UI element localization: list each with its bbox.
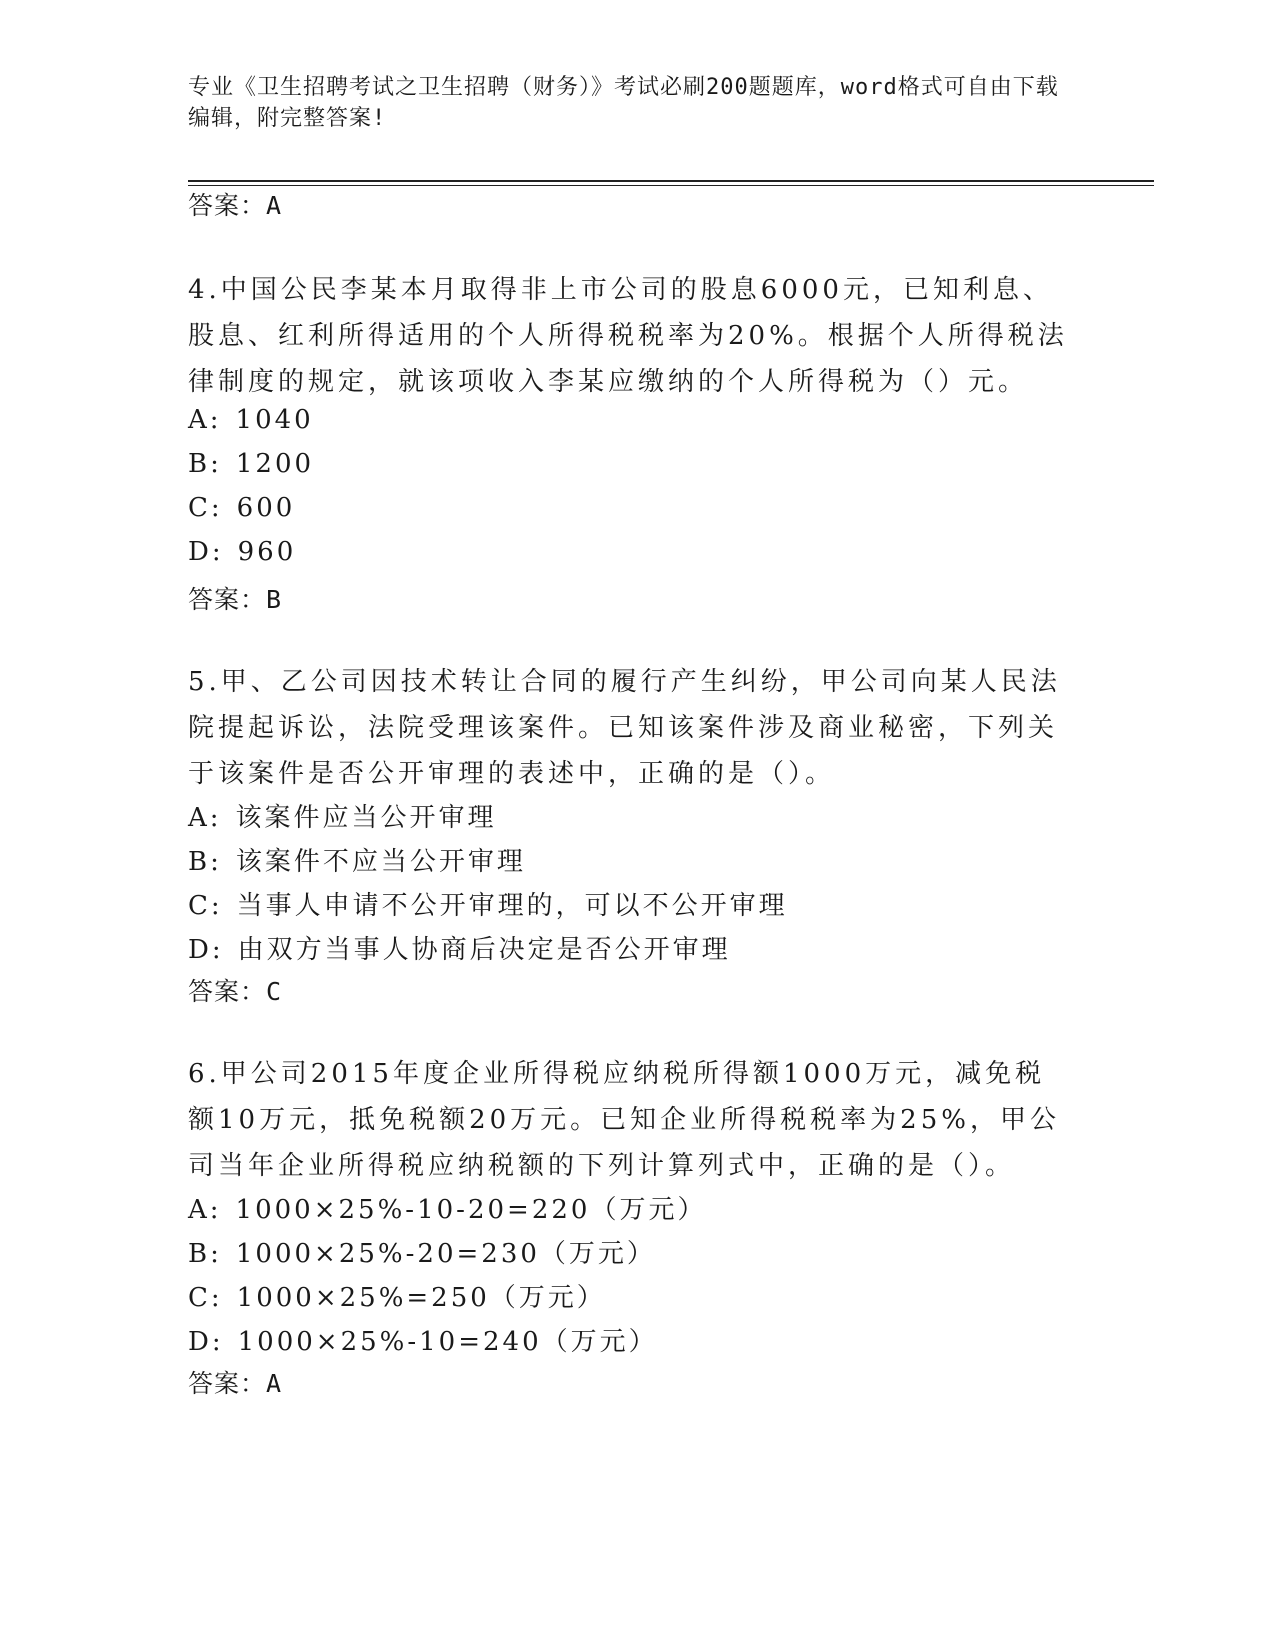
option-text: 由双方当事人协商后决定是否公开审理 <box>237 935 731 965</box>
question-4-option-d <box>188 537 296 567</box>
header-divider-thin <box>188 185 1154 186</box>
option-text: 1000×25%-10-20=220（万元） <box>235 1195 707 1225</box>
option-letter: D: <box>188 1327 224 1357</box>
question-6-answer: 答案：A <box>188 1369 283 1398</box>
document-header: 专业《卫生招聘考试之卫生招聘（财务）》考试必刷200题题库，word格式可自由下载编辑，附完整答案! <box>188 75 1059 131</box>
option-text: 该案件不应当公开审理 <box>235 847 526 877</box>
question-4: 4.中国公民李某本月取得非上市公司的股息6000元，已知利息、股息、红利所得适用的个人所得税税率为20%。根据个人所得税法律制度的规定，就该项收入李某应缴纳的个人所得税为（）元。 <box>188 275 1068 397</box>
option-letter: A: <box>188 1195 222 1225</box>
option-letter: B: <box>188 449 222 479</box>
option-letter: B: <box>188 847 222 877</box>
question-5-option-d <box>188 929 731 966</box>
question-4-option-b <box>188 449 314 479</box>
question-5: 5.甲、乙公司因技术转让合同的履行产生纠纷，甲公司向某人民法院提起诉讼，法院受理该案件。已知该案件涉及商业秘密，下列关于该案件是否公开审理的表述中，正确的是（）。 <box>188 667 1061 789</box>
question-6-option-d <box>188 1321 658 1358</box>
question-5-option-b <box>188 841 526 878</box>
question-6-option-c <box>188 1277 606 1314</box>
question-4-option-c <box>188 493 295 523</box>
option-text: 该案件应当公开审理 <box>235 803 497 833</box>
question-4-answer: 答案：B <box>188 585 283 614</box>
option-letter: C: <box>188 891 223 921</box>
question-6: 6.甲公司2015年度企业所得税应纳税所得额1000万元，减免税额10万元，抵免税额20万元。已知企业所得税税率为25%，甲公司当年企业所得税应纳税额的下列计算列式中，正确的是（）。 <box>188 1059 1060 1181</box>
question-5-option-a <box>188 797 497 834</box>
option-text: 1000×25%-10=240（万元） <box>237 1327 658 1357</box>
question-4-option-a <box>188 405 314 435</box>
option-letter: A: <box>188 803 222 833</box>
question-5-answer: 答案：C <box>188 977 283 1006</box>
option-text: 1000×25%-20=230（万元） <box>235 1239 656 1269</box>
option-text: 1200 <box>235 449 315 479</box>
option-letter: C: <box>188 1283 223 1313</box>
option-text: 960 <box>237 537 297 567</box>
option-letter: C: <box>188 493 223 523</box>
question-5-option-c <box>188 885 788 922</box>
option-text: 600 <box>236 493 296 523</box>
question-6-option-b <box>188 1233 656 1270</box>
option-letter: D: <box>188 935 224 965</box>
question-6-option-a <box>188 1189 706 1226</box>
header-divider-thick <box>188 180 1154 182</box>
answer-previous: 答案：A <box>188 191 283 220</box>
option-letter: A: <box>188 405 222 435</box>
option-letter: D: <box>188 537 224 567</box>
option-letter: B: <box>188 1239 222 1269</box>
option-text: 1000×25%=250（万元） <box>236 1283 606 1313</box>
option-text: 1040 <box>235 405 314 435</box>
option-text: 当事人申请不公开审理的，可以不公开审理 <box>236 891 788 921</box>
